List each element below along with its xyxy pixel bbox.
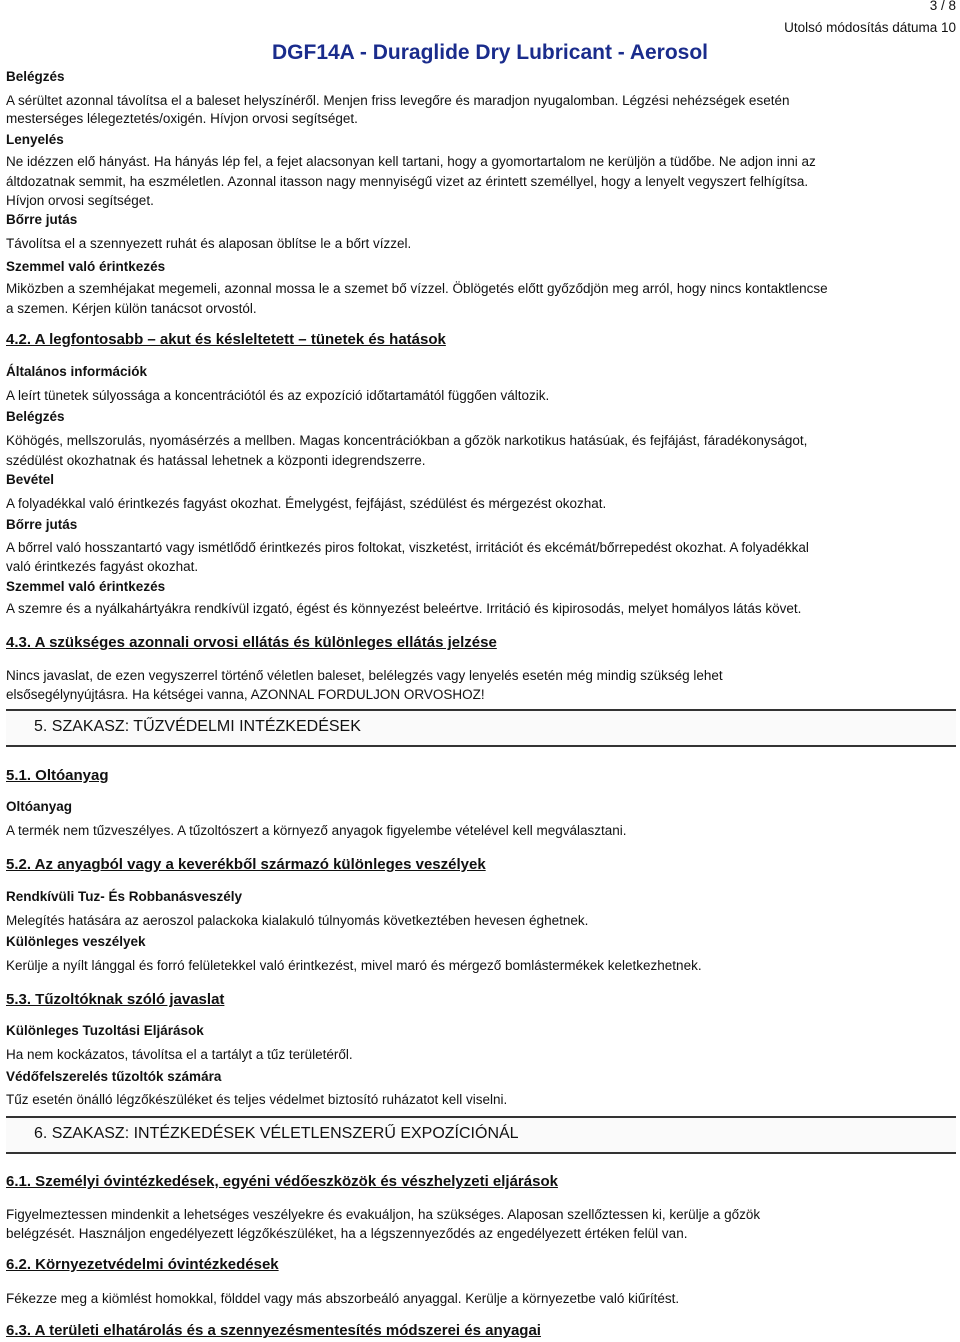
section-4-3-heading: 4.3. A szükséges azonnali orvosi ellátás és különleges ellátás jelzése (6, 634, 497, 651)
medical-attention-line-2: elsősegélynyújtásra. Ha kétségei vanna, AZONNAL FORDULJON ORVOSHOZ! (6, 687, 485, 702)
skin-contact-heading: Bőrre jutás (6, 212, 78, 227)
section-6-title: 6. SZAKASZ: INTÉZKEDÉSEK VÉLETLENSZERŰ EXPOZÍCIÓNÁL (34, 1125, 519, 1142)
symptoms-skin-heading: Bőrre jutás (6, 517, 78, 532)
symptoms-eye-heading: Szemmel való érintkezés (6, 579, 166, 594)
fire-explosion-hazard-text: Melegítés hatására az aeroszol palackoka kialakuló túlnyomás következtében hevesen éghetnek. (6, 913, 589, 928)
symptoms-inhalation-line-2: szédülést okozhatnak és hatással lehetnek a központi idegrendszerre. (6, 453, 426, 468)
symptoms-eye-text: A szemre és a nyálkahártyákra rendkívül izgató, égést és könnyezést beleértve. Irritáció és kipirosodás, melyet homályos látás követ. (6, 601, 802, 616)
section-4-2-heading: 4.2. A legfontosabb – akut és késleltetett – tünetek és hatások (6, 331, 446, 348)
last-modified-label: Utolsó módosítás dátuma 10 (784, 20, 956, 35)
section-6-3-heading: 6.3. A területi elhatárolás és a szennyezésmentesítés módszerei és anyagai (6, 1322, 541, 1339)
skin-contact-text: Távolítsa el a szennyezett ruhát és alaposan öblítse le a bőrt vízzel. (6, 236, 412, 251)
ingestion-text-line-1: Ne idézzen elő hányást. Ha hányás lép fel, a fejet alacsonyan kell tartani, hogy a gyomortartalom ne kerüljön a tüdőbe. Ne adjon inni az (6, 154, 816, 169)
inhalation-heading: Belégzés (6, 69, 65, 84)
special-hazards-text: Kerülje a nyílt lánggal és forró felületekkel való érintkezést, mivel maró és mérgező bomlástermékek keletkezhetnek. (6, 958, 702, 973)
section-6-2-heading: 6.2. Környezetvédelmi óvintézkedések (6, 1256, 279, 1273)
ingestion-text-line-2: áltdozatnak semmit, ha eszméletlen. Azonnal itasson nagy mennyiségű vizet az érintett személlyel, hogy a lenyelt vegyszert felhígítsa. (6, 174, 809, 189)
symptoms-ingestion-text: A folyadékkal való érintkezés fagyást okozhat. Émelygést, fejfájást, szédülést és mérgezést okozhat. (6, 496, 607, 511)
inhalation-text-line-1: A sérültet azonnal távolítsa el a baleset helyszínéről. Menjen friss levegőre és maradjon nyugalomban. Légzési nehézségek esetén (6, 93, 790, 108)
section-5-2-heading: 5.2. Az anyagból vagy a keverékből származó különleges veszélyek (6, 856, 486, 873)
inhalation-text-line-2: mesterséges lélegeztetés/oxigén. Hívjon orvosi segítséget. (6, 111, 358, 126)
extinguishing-media-text: A termék nem tűzveszélyes. A tűzoltószert a környező anyagok figyelembe vételével kell megválasztani. (6, 823, 627, 838)
general-info-text: A leírt tünetek súlyossága a koncentrációtól és az expozíció időtartamától függően változik. (6, 388, 550, 403)
eye-contact-heading: Szemmel való érintkezés (6, 259, 166, 274)
symptoms-skin-line-1: A bőrrel való hosszantartó vagy ismétlődő érintkezés piros foltokat, viszketést, irritációt és ekcémát/bőrrepedést okozhat. A folyadékkal (6, 540, 809, 555)
symptoms-inhalation-line-1: Köhögés, mellszorulás, nyomásérzés a mellben. Magas koncentrációkban a gőzök narkotikus hatásúak, és fejfájást, fáradékonyságot, (6, 433, 808, 448)
firefighter-equipment-heading: Védőfelszerelés tűzoltók számára (6, 1069, 222, 1084)
document-title: DGF14A - Duraglide Dry Lubricant - Aerosol (272, 41, 709, 64)
page-number: 3 / 8 (929, 0, 956, 13)
personal-precautions-line-1: Figyelmeztessen mindenkit a lehetséges veszélyekre és evakuáljon, ha szükséges. Alaposan szellőztessen ki, kerülje a gőzök (6, 1207, 761, 1222)
eye-contact-text-line-2: a szemen. Kérjen külön tanácsot orvostól. (6, 301, 257, 316)
general-info-heading: Általános információk (6, 364, 148, 379)
section-5-3-heading: 5.3. Tűzoltóknak szóló javaslat (6, 991, 225, 1008)
section-6-banner (6, 1116, 956, 1154)
section-6-1-heading: 6.1. Személyi óvintézkedések, egyéni védőeszközök és vészhelyzeti eljárások (6, 1173, 558, 1190)
section-5-title: 5. SZAKASZ: TŰZVÉDELMI INTÉZKEDÉSEK (34, 718, 361, 735)
environmental-precautions-text: Fékezze meg a kiömlést homokkal, földdel vagy más abszorbeáló anyaggal. Kerülje a környezetbe való kiűrítést. (6, 1291, 680, 1306)
extinguishing-media-heading: Oltóanyag (6, 799, 73, 814)
symptoms-ingestion-heading: Bevétel (6, 472, 55, 487)
section-5-banner (6, 709, 956, 747)
ingestion-heading: Lenyelés (6, 132, 64, 147)
section-5-1-heading: 5.1. Oltóanyag (6, 767, 109, 784)
medical-attention-line-1: Nincs javaslat, de ezen vegyszerrel történő véletlen baleset, belélegzés vagy lenyelés esetén még mindig szükség lehet (6, 668, 723, 683)
firefighter-equipment-text: Tűz esetén önálló légzőkészüléket és teljes védelmet biztosító ruházatot kell viselni. (6, 1092, 508, 1107)
firefighting-procedures-text: Ha nem kockázatos, távolítsa el a tartályt a tűz területéről. (6, 1047, 353, 1062)
special-hazards-heading: Különleges veszélyek (6, 934, 146, 949)
ingestion-text-line-3: Hívjon orvosi segítséget. (6, 193, 154, 208)
personal-precautions-line-2: belégzését. Használjon engedélyezett légzőkészüléket, ha a légszennyeződés az engedélyezett értéken felül van. (6, 1226, 688, 1241)
eye-contact-text-line-1: Miközben a szemhéjakat megemeli, azonnal mossa le a szemet bő vízzel. Öblögetés előtt győződjön meg arról, hogy nincs kontaktlencse (6, 281, 828, 296)
firefighting-procedures-heading: Különleges Tuzoltási Eljárások (6, 1023, 204, 1038)
symptoms-inhalation-heading: Belégzés (6, 409, 65, 424)
symptoms-skin-line-2: való érintkezés fagyást okozhat. (6, 559, 199, 574)
fire-explosion-hazard-heading: Rendkívüli Tuz- És Robbanásveszély (6, 889, 243, 904)
